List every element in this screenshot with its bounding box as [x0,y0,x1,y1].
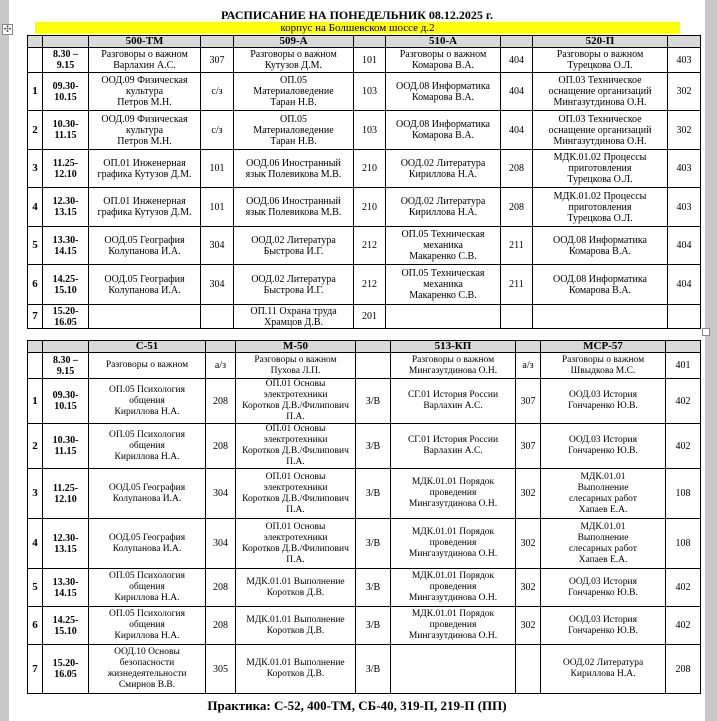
room-cell: 402 [666,379,701,424]
lesson-cell: ОП.05 Материаловедение Таран Н.В. [234,73,354,111]
lesson-cell: МДК.01.02 Процессы приготовления Турецкова О.Л. [533,188,668,227]
lesson-number: 5 [28,227,43,265]
room-cell: 404 [668,265,701,305]
lesson-cell: ООД.09 Физическая культура Петров М.Н. [89,111,201,150]
lesson-time: 15.20- 16.05 [43,645,89,694]
room-cell: З/В [356,379,391,424]
lesson-cell: Разговоры о важном Варлахин А.С. [89,48,201,73]
lesson-time: 14.25- 15.10 [43,607,89,645]
table-row [28,150,701,188]
room-header [206,341,236,353]
lesson-cell: ООД.05 География Колупанова И.А. [89,469,206,519]
group-header: 520-П [533,36,668,48]
group-header: 510-А [386,36,501,48]
lesson-cell: Разговоры о важном [89,353,206,379]
room-cell: 402 [666,424,701,469]
room-cell: 208 [206,379,236,424]
lesson-cell: МДК.01.01 Выполнение Коротков Д.В. [236,645,356,694]
room-cell: 302 [516,469,541,519]
room-cell: 201 [354,305,386,329]
lesson-cell: ОП.03 Техническое оснащение организаций Мингазутдинова О.Н. [533,73,668,111]
room-cell: 304 [201,227,234,265]
lesson-number [28,353,43,379]
lesson-cell: ООД.02 Литература Кириллова Н.А. [386,188,501,227]
lesson-cell: ОП.05 Техническая механика Макаренко С.В. [386,265,501,305]
lesson-cell: ООД.02 Литература Кириллова Н.А. [541,645,666,694]
room-cell: 208 [206,607,236,645]
room-cell [501,305,533,329]
room-cell [668,305,701,329]
lesson-cell: ОП.05 Психология общения Кириллова Н.А. [89,607,206,645]
lesson-number: 5 [28,569,43,607]
table-row [28,607,701,645]
lesson-time: 10.30- 11.15 [43,424,89,469]
group-header: М-50 [236,341,356,353]
lesson-cell: ОП.05 Психология общения Кириллова Н.А. [89,424,206,469]
room-cell: З/В [356,569,391,607]
room-cell: 307 [516,379,541,424]
table-row [28,519,701,569]
room-cell: 101 [201,188,234,227]
room-cell: 211 [501,265,533,305]
header-blank [43,341,89,353]
room-cell: а/з [206,353,236,379]
lesson-cell: ООД.06 Иностранный язык Полевикова М.В. [234,150,354,188]
room-cell: З/В [356,469,391,519]
lesson-cell: МДК.01.01 Выполнение слесарных работ Хапаев Е.А. [541,469,666,519]
header-blank [43,36,89,48]
lesson-cell: ООД.06 Иностранный язык Полевикова М.В. [234,188,354,227]
room-cell: З/В [356,424,391,469]
table-resize-handle[interactable] [702,328,710,336]
header-row [28,36,701,48]
header-row [28,341,701,353]
lesson-cell: ООД.05 География Колупанова И.А. [89,265,201,305]
room-cell: 210 [354,188,386,227]
group-header: МСР-57 [541,341,666,353]
room-cell: 402 [666,607,701,645]
room-cell: 103 [354,111,386,150]
room-cell: З/В [356,645,391,694]
lesson-time: 12.30- 13.15 [43,188,89,227]
lesson-cell: ОП.01 Основы электротехники Коротков Д.В./Филипович П.А. [236,424,356,469]
room-cell: 404 [501,111,533,150]
lesson-number: 4 [28,519,43,569]
lesson-number: 3 [28,469,43,519]
header-blank [28,341,43,353]
room-cell [201,305,234,329]
room-cell: 403 [668,48,701,73]
lesson-cell: МДК.01.01 Порядок проведения Мингазутдинова О.Н. [391,607,516,645]
table-row [28,48,701,73]
lesson-time: 8.30 – 9.15 [43,353,89,379]
room-cell: 302 [668,73,701,111]
lesson-cell: ОП.01 Инженерная графика Кутузов Д.М. [89,188,201,227]
lesson-cell: ООД.08 Информатика Комарова В.А. [386,73,501,111]
lesson-cell: ООД.03 История Гончаренко Ю.В. [541,424,666,469]
lesson-number [28,48,43,73]
lesson-time: 12.30- 13.15 [43,519,89,569]
building-banner: корпус на Болшевском шоссе д.2 [35,22,680,33]
lesson-time: 8.30 – 9.15 [43,48,89,73]
lesson-cell: МДК.01.02 Процессы приготовления Турецкова О.Л. [533,150,668,188]
page-title: РАСПИСАНИЕ НА ПОНЕДЕЛЬНИК 08.12.2025 г. [220,8,494,22]
room-cell: 210 [354,150,386,188]
lesson-number: 2 [28,111,43,150]
lesson-cell: ООД.10 Основы безопасности жизнедеятельности Смирнов В.В. [89,645,206,694]
lesson-time: 10.30- 11.15 [43,111,89,150]
lesson-cell: ОП.01 Инженерная графика Кутузов Д.М. [89,150,201,188]
room-cell: 404 [668,227,701,265]
room-cell: 304 [201,265,234,305]
lesson-cell: ООД.05 География Колупанова И.А. [89,227,201,265]
room-cell [356,353,391,379]
lesson-number: 3 [28,150,43,188]
document-page [3,0,705,721]
room-cell [516,645,541,694]
schedule-table-2 [27,340,701,694]
lesson-time: 09.30- 10.15 [43,379,89,424]
lesson-cell: ОП.05 Материаловедение Таран Н.В. [234,111,354,150]
lesson-cell: ООД.03 История Гончаренко Ю.В. [541,607,666,645]
lesson-cell: ООД.03 История Гончаренко Ю.В. [541,379,666,424]
room-header [354,36,386,48]
room-cell: 212 [354,227,386,265]
lesson-cell: ООД.02 Литература Кириллова Н.А. [386,150,501,188]
group-header: 500-ТМ [89,36,201,48]
room-cell: а/з [516,353,541,379]
lesson-cell: Разговоры о важном Кутузов Д.М. [234,48,354,73]
lesson-number: 7 [28,305,43,329]
room-cell: 208 [206,569,236,607]
table-move-handle-icon[interactable]: ✣ [3,24,12,34]
table-row [28,569,701,607]
room-cell: 403 [668,188,701,227]
room-cell: 208 [666,645,701,694]
room-header [666,341,701,353]
room-cell: 304 [206,469,236,519]
table-row [28,353,701,379]
lesson-cell: Разговоры о важном Турецкова О.Л. [533,48,668,73]
lesson-cell: ООД.03 История Гончаренко Ю.В. [541,569,666,607]
lesson-cell: Разговоры о важном Комарова В.А. [386,48,501,73]
lesson-time: 13.30- 14.15 [43,227,89,265]
lesson-cell: ОП.05 Психология общения Кириллова Н.А. [89,379,206,424]
room-cell: 101 [201,150,234,188]
lesson-cell: ООД.05 География Колупанова И.А. [89,519,206,569]
lesson-number: 4 [28,188,43,227]
lesson-cell: Разговоры о важном Швыдкова М.С. [541,353,666,379]
lesson-cell: ООД.02 Литература Быстрова И.Г. [234,265,354,305]
lesson-cell: МДК.01.01 Порядок проведения Мингазутдинова О.Н. [391,569,516,607]
group-header: 509-А [234,36,354,48]
lesson-time: 13.30- 14.15 [43,569,89,607]
room-cell: 208 [206,424,236,469]
table-row [28,73,701,111]
lesson-number: 6 [28,265,43,305]
lesson-cell: МДК.01.01 Выполнение Коротков Д.В. [236,607,356,645]
lesson-cell: ООД.02 Литература Быстрова И.Г. [234,227,354,265]
room-cell: 302 [516,569,541,607]
room-cell: 307 [201,48,234,73]
room-header [201,36,234,48]
room-cell: 103 [354,73,386,111]
lesson-cell: ООД.08 Информатика Комарова В.А. [533,227,668,265]
lesson-cell: ОП.05 Психология общения Кириллова Н.А. [89,569,206,607]
lesson-cell: ОП.11 Охрана труда Храмцов Д.В. [234,305,354,329]
room-cell: 304 [206,519,236,569]
room-cell: 101 [354,48,386,73]
room-cell: 211 [501,227,533,265]
lesson-cell: Разговоры о важном Пухова Л.П. [236,353,356,379]
room-cell: 302 [668,111,701,150]
room-cell: 208 [501,150,533,188]
room-cell: 108 [666,519,701,569]
lesson-time: 11.25- 12.10 [43,469,89,519]
lesson-number: 6 [28,607,43,645]
lesson-time: 09.30- 10.15 [43,73,89,111]
room-header [356,341,391,353]
room-cell: 404 [501,48,533,73]
room-cell: 307 [516,424,541,469]
lesson-number: 2 [28,424,43,469]
room-cell: З/В [356,607,391,645]
lesson-cell [89,305,201,329]
lesson-number: 1 [28,73,43,111]
table-row [28,469,701,519]
room-cell: 208 [501,188,533,227]
room-header [501,36,533,48]
room-header [668,36,701,48]
lesson-number: 1 [28,379,43,424]
header-blank [28,36,43,48]
room-cell: с/з [201,111,234,150]
lesson-cell: ОП.01 Основы электротехники Коротков Д.В./Филипович П.А. [236,519,356,569]
lesson-time: 15.20- 16.05 [43,305,89,329]
practice-note: Практика: С-52, 400-ТМ, СБ-40, 319-П, 219-П (ПП) [207,698,507,713]
schedule-table-1 [27,35,701,329]
lesson-cell: Разговоры о важном Мингазутдинова О.Н. [391,353,516,379]
lesson-cell: ООД.09 Физическая культура Петров М.Н. [89,73,201,111]
lesson-cell: ОП.05 Техническая механика Макаренко С.В. [386,227,501,265]
lesson-cell: ООД.08 Информатика Комарова В.А. [386,111,501,150]
table-row [28,188,701,227]
room-cell: 402 [666,569,701,607]
group-header: 513-КП [391,341,516,353]
table-row [28,111,701,150]
lesson-time: 11.25- 12.10 [43,150,89,188]
room-cell: 404 [501,73,533,111]
lesson-cell: ОП.03 Техническое оснащение организаций Мингазутдинова О.Н. [533,111,668,150]
lesson-cell: ОП.01 Основы электротехники Коротков Д.В./Филипович П.А. [236,469,356,519]
lesson-cell: ООД.08 Информатика Комарова В.А. [533,265,668,305]
room-cell: 403 [668,150,701,188]
lesson-cell: СГ.01 История России Варлахин А.С. [391,424,516,469]
lesson-time: 14.25- 15.10 [43,265,89,305]
lesson-cell: МДК.01.01 Порядок проведения Мингазутдинова О.Н. [391,519,516,569]
lesson-cell: СГ.01 История России Варлахин А.С. [391,379,516,424]
room-cell: 401 [666,353,701,379]
table-row [28,645,701,694]
room-cell: 302 [516,519,541,569]
table-row [28,424,701,469]
room-cell: З/В [356,519,391,569]
room-cell: с/з [201,73,234,111]
lesson-number: 7 [28,645,43,694]
room-cell: 212 [354,265,386,305]
room-cell: 302 [516,607,541,645]
group-header: С-51 [89,341,206,353]
table-row [28,265,701,305]
lesson-cell [391,645,516,694]
table-row [28,305,701,329]
lesson-cell [386,305,501,329]
room-header [516,341,541,353]
table-row [28,227,701,265]
lesson-cell: МДК.01.01 Выполнение слесарных работ Хапаев Е.А. [541,519,666,569]
room-cell: 305 [206,645,236,694]
room-cell: 108 [666,469,701,519]
table-row [28,379,701,424]
lesson-cell: МДК.01.01 Порядок проведения Мингазутдинова О.Н. [391,469,516,519]
lesson-cell [533,305,668,329]
lesson-cell: МДК.01.01 Выполнение Коротков Д.В. [236,569,356,607]
lesson-cell: ОП.01 Основы электротехники Коротков Д.В./Филипович П.А. [236,379,356,424]
